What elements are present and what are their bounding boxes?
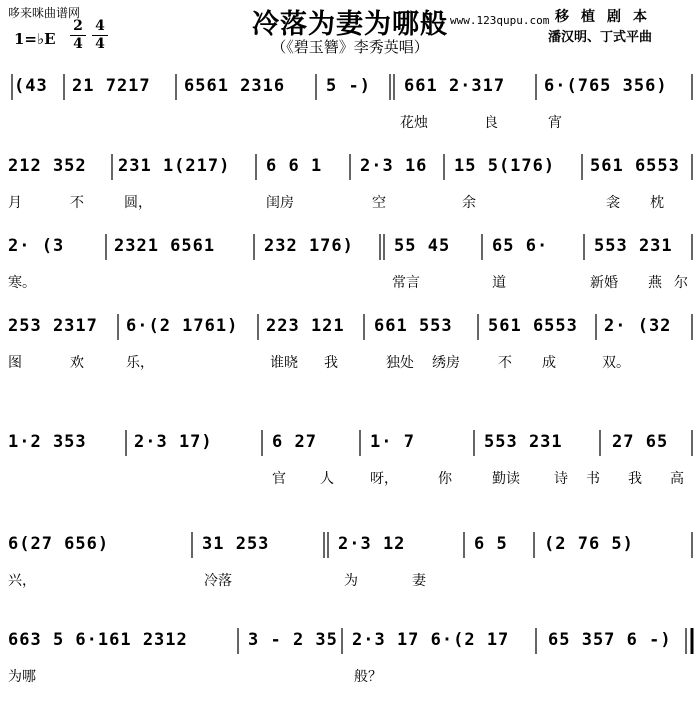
measure: 2·3 17 6·(2 17 [352, 630, 510, 650]
notation-line [8, 530, 696, 560]
measure: 2·3 16 [360, 156, 428, 176]
notation-line [8, 232, 696, 262]
barlines [8, 530, 696, 560]
lyric: 良 [484, 115, 498, 131]
measure: 212 352 [8, 156, 87, 176]
measure: 553 231 [484, 432, 563, 452]
lyric: 枕 [650, 195, 664, 211]
measure: 65 6· [492, 236, 549, 256]
score-row [0, 428, 700, 508]
measure: 1· 7 [370, 432, 415, 452]
measure: 65 357 6 -) [548, 630, 672, 650]
measure: 2321 6561 [114, 236, 216, 256]
time-sig-numerator: 2 [70, 18, 86, 36]
notation-line [8, 152, 696, 182]
score-row [0, 72, 700, 152]
measure: 661 553 [374, 316, 453, 336]
measure: 2·3 12 [338, 534, 406, 554]
measure: 232 176) [264, 236, 354, 256]
score-title: 冷落为妻为哪般 [252, 9, 448, 40]
time-signature-4-4 [92, 18, 108, 53]
lyric: 绣房 [432, 355, 460, 371]
lyrics-line [8, 272, 696, 292]
score-row [0, 312, 700, 392]
lyric: 花烛 [400, 115, 428, 131]
measure: 663 5 6·161 2312 [8, 630, 188, 650]
notation-line [8, 312, 696, 342]
lyric: 道 [492, 275, 506, 291]
lyric: 圆， [124, 195, 152, 211]
lyric: 双。 [602, 355, 630, 371]
lyric: 兴， [8, 573, 36, 589]
score-row [0, 626, 700, 706]
score-row [0, 232, 700, 312]
lyric: 谁晓 [270, 355, 298, 371]
lyric: 月 [8, 195, 22, 211]
barlines [8, 72, 696, 102]
lyric: 新婚 [590, 275, 618, 291]
measure: 561 6553 [488, 316, 578, 336]
lyric: 我 [628, 471, 642, 487]
measure: 553 231 [594, 236, 673, 256]
lyric: 呀， [370, 471, 398, 487]
site-name: 哆来咪曲谱网 [8, 6, 81, 20]
lyric: 尔 [674, 275, 688, 291]
lyric: 书 [586, 471, 600, 487]
site-url: www.123qupu.com [450, 14, 550, 27]
measure: 6(27 656) [8, 534, 110, 554]
lyric: 独处 [386, 355, 414, 371]
lyric: 衾 [606, 195, 620, 211]
lyric: 妻 [412, 573, 426, 589]
lyrics-line [8, 570, 696, 590]
time-sig-denominator: 4 [95, 36, 105, 52]
measure: 223 121 [266, 316, 345, 336]
lyric: 冷落 [204, 573, 232, 589]
lyric: 我 [324, 355, 338, 371]
measure: 6 6 1 [266, 156, 323, 176]
measure: 5 -) [326, 76, 371, 96]
measure: (2 76 5) [544, 534, 634, 554]
lyric: 欢 [70, 355, 84, 371]
measure: 2· (32 [604, 316, 672, 336]
barlines [8, 312, 696, 342]
lyric: 你 [438, 471, 452, 487]
lyric: 宵 [548, 115, 562, 131]
measure: (43 [14, 76, 48, 96]
measure: 2· (3 [8, 236, 65, 256]
lyric: 寒。 [8, 275, 36, 291]
lyric: 诗 [554, 471, 568, 487]
lyric: 成 [542, 355, 556, 371]
measure: 253 2317 [8, 316, 98, 336]
measure: 27 65 [612, 432, 669, 452]
time-sig-denominator: 4 [73, 36, 83, 52]
lyric: 燕 [648, 275, 662, 291]
lyric: 空 [372, 195, 386, 211]
lyric: 勤读 [492, 471, 520, 487]
lyrics-line [8, 192, 696, 212]
lyric: 不 [70, 195, 84, 211]
lyric: 不 [498, 355, 512, 371]
credit-composers: 潘汉明、丁式平曲 [548, 30, 653, 45]
measure: 6 27 [272, 432, 317, 452]
score-row [0, 152, 700, 232]
lyric: 高 [670, 471, 684, 487]
lyric: 人 [320, 471, 334, 487]
measure: 3 - 2 35 [248, 630, 338, 650]
barlines [8, 152, 696, 182]
notation-line [8, 428, 696, 458]
time-sig-numerator: 4 [92, 18, 108, 36]
lyric: 闺房 [266, 195, 294, 211]
measure: 6561 2316 [184, 76, 286, 96]
lyric: 余 [462, 195, 476, 211]
measure: 21 7217 [72, 76, 151, 96]
lyric: 图 [8, 355, 22, 371]
notation-line [8, 72, 696, 102]
lyric: 为 [344, 573, 358, 589]
credit-adaptation: 移植剧本 [555, 9, 659, 25]
measure: 1·2 353 [8, 432, 87, 452]
measure: 231 1(217) [118, 156, 231, 176]
notation-line [8, 626, 696, 656]
time-signature-2-4 [70, 18, 86, 53]
lyrics-line [8, 352, 696, 372]
score-subtitle: （《碧玉簪》李秀英唱） [271, 38, 429, 56]
measure: 15 5(176) [454, 156, 556, 176]
lyric: 乐， [126, 355, 154, 371]
lyric: 般？ [354, 669, 382, 685]
barlines [8, 626, 696, 656]
measure: 55 45 [394, 236, 451, 256]
measure: 2·3 17) [134, 432, 213, 452]
measure: 6 5 [474, 534, 508, 554]
lyric: 为哪 [8, 669, 36, 685]
measure: 561 6553 [590, 156, 680, 176]
lyrics-line [8, 666, 696, 686]
measure: 31 253 [202, 534, 270, 554]
barlines [8, 232, 696, 262]
lyrics-line [8, 468, 696, 488]
lyric: 常言 [392, 275, 420, 291]
measure: 6·(765 356) [544, 76, 668, 96]
lyric: 官 [272, 471, 286, 487]
measure: 661 2·317 [404, 76, 506, 96]
lyrics-line [8, 112, 696, 132]
barlines [8, 428, 696, 458]
measure: 6·(2 1761) [126, 316, 239, 336]
score-row [0, 530, 700, 610]
key-signature: 1=♭E [14, 30, 56, 48]
